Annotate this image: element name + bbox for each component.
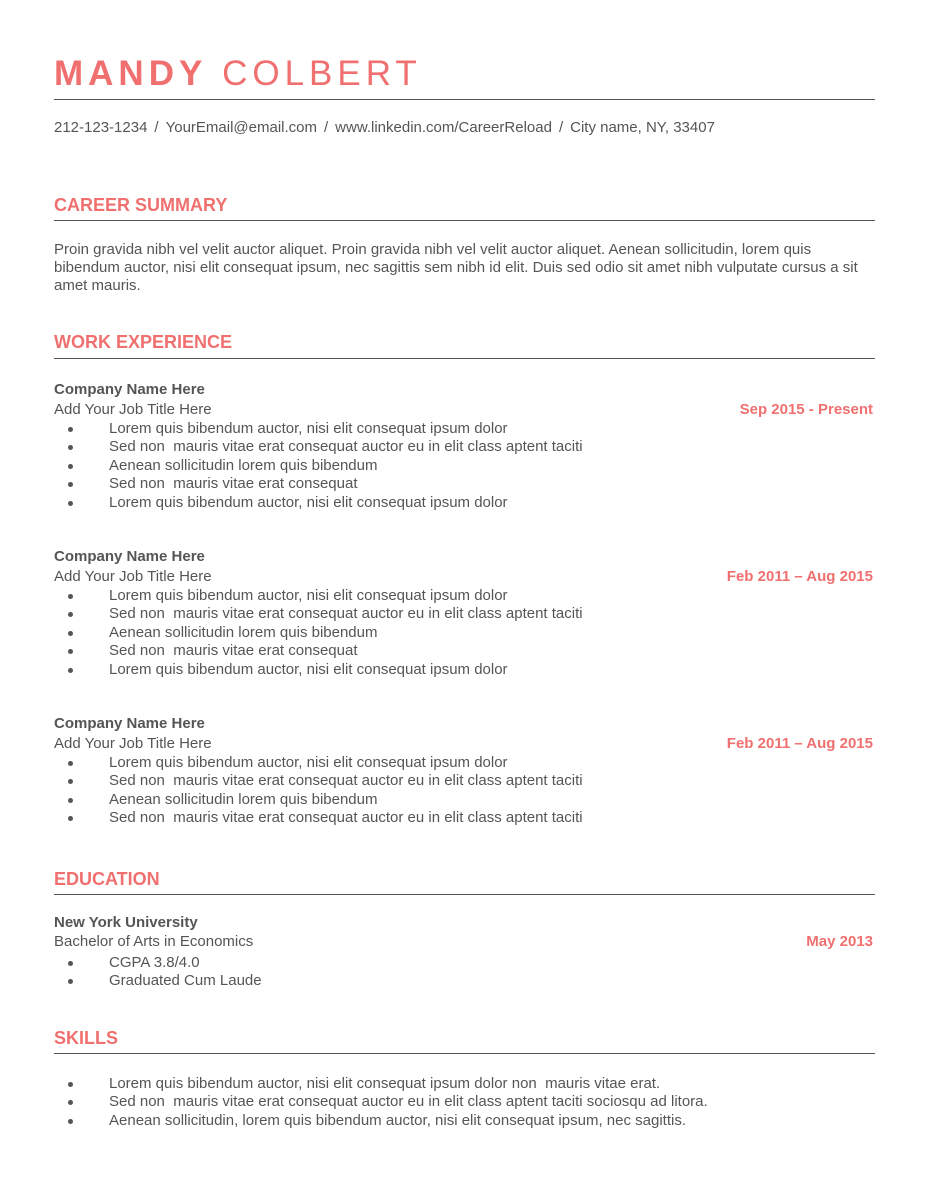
career-summary-text: Proin gravida nibh vel velit auctor aliquet. Proin gravida nibh vel velit auctor aliquet. Aenean sollicitudin, lorem quis bibendum auctor, nisi elit consequat ipsum, nec sagittis sem nibh id elit. Duis sed odio sit amet nibh vulputate cursus a sit amet mauris. <box>54 241 858 294</box>
list-item: Graduated Cum Laude <box>54 972 873 990</box>
bullet-icon <box>68 1100 73 1105</box>
job-dates: Feb 2011 – Aug 2015 <box>726 568 873 585</box>
list-item: Sed non mauris vitae erat consequat <box>54 642 873 660</box>
education-divider <box>54 894 875 895</box>
bullet-icon <box>68 961 73 966</box>
job-title: Add Your Job Title Here <box>54 568 212 585</box>
bullet-icon <box>68 816 73 821</box>
degree: Bachelor of Arts in Economics <box>54 933 254 950</box>
list-item: Sed non mauris vitae erat consequat <box>54 475 873 493</box>
skills-divider <box>54 1053 875 1054</box>
job-bullets <box>54 754 873 828</box>
location: City name, NY, 33407 <box>570 119 715 136</box>
company-name: Company Name Here <box>54 715 205 732</box>
job-entry <box>54 547 873 679</box>
education-bullets <box>54 954 873 991</box>
list-item: CGPA 3.8/4.0 <box>54 954 873 972</box>
email: YourEmail@email.com <box>165 119 317 136</box>
bullet-icon <box>68 612 73 617</box>
job-bullets <box>54 420 873 512</box>
contact-separator: / <box>558 119 564 136</box>
phone: 212-123-1234 <box>54 119 148 136</box>
linkedin: www.linkedin.com/CareerReload <box>335 119 552 136</box>
job-bullets <box>54 587 873 679</box>
bullet-icon <box>68 427 73 432</box>
job-dates: Sep 2015 - Present <box>739 401 873 418</box>
contact-separator: / <box>324 119 329 136</box>
skills-heading: SKILLS <box>54 1028 119 1048</box>
bullet-icon <box>68 649 73 654</box>
job-entry <box>54 714 873 828</box>
bullet-icon <box>68 464 73 469</box>
list-item: Aenean sollicitudin lorem quis bibendum <box>54 457 873 475</box>
bullet-icon <box>68 779 73 784</box>
work-experience-divider <box>54 358 875 359</box>
bullet-icon <box>68 668 73 673</box>
skills-bullets <box>54 1075 873 1130</box>
school-name: New York University <box>54 914 198 931</box>
candidate-name <box>54 56 422 91</box>
bullet-icon <box>68 1082 73 1087</box>
list-item: Sed non mauris vitae erat consequat auctor eu in elit class aptent taciti <box>54 605 873 623</box>
bullet-icon <box>68 482 73 487</box>
job-dates: Feb 2011 – Aug 2015 <box>726 735 873 752</box>
list-item: Lorem quis bibendum auctor, nisi elit consequat ipsum dolor <box>54 587 873 605</box>
bullet-icon <box>68 761 73 766</box>
header-divider <box>54 99 875 100</box>
education-entry <box>54 913 873 991</box>
list-item: Lorem quis bibendum auctor, nisi elit consequat ipsum dolor <box>54 420 873 438</box>
skills-entry <box>54 1075 873 1130</box>
list-item: Sed non mauris vitae erat consequat auctor eu in elit class aptent taciti <box>54 809 873 827</box>
list-item: Lorem quis bibendum auctor, nisi elit consequat ipsum dolor non mauris vitae erat. <box>54 1075 873 1093</box>
list-item: Sed non mauris vitae erat consequat auctor eu in elit class aptent taciti <box>54 772 873 790</box>
list-item: Lorem quis bibendum auctor, nisi elit consequat ipsum dolor <box>54 661 873 679</box>
career-summary-divider <box>54 220 875 221</box>
job-title: Add Your Job Title Here <box>54 735 212 752</box>
list-item: Aenean sollicitudin lorem quis bibendum <box>54 791 873 809</box>
job-title: Add Your Job Title Here <box>54 401 212 418</box>
list-item: Aenean sollicitudin, lorem quis bibendum auctor, nisi elit consequat ipsum, nec sagittis. <box>54 1112 873 1130</box>
first-name: MANDY <box>54 54 208 93</box>
education-date: May 2013 <box>806 933 873 950</box>
bullet-icon <box>68 445 73 450</box>
education-heading: EDUCATION <box>54 869 160 889</box>
list-item: Lorem quis bibendum auctor, nisi elit consequat ipsum dolor <box>54 754 873 772</box>
contact-line <box>54 119 715 136</box>
company-name: Company Name Here <box>54 381 205 398</box>
list-item: Sed non mauris vitae erat consequat auctor eu in elit class aptent taciti sociosqu ad litora. <box>54 1093 873 1111</box>
bullet-icon <box>68 798 73 803</box>
bullet-icon <box>68 1119 73 1124</box>
bullet-icon <box>68 631 73 636</box>
work-experience-heading: WORK EXPERIENCE <box>54 332 233 352</box>
list-item: Sed non mauris vitae erat consequat auctor eu in elit class aptent taciti <box>54 438 873 456</box>
bullet-icon <box>68 979 73 984</box>
contact-separator: / <box>154 119 159 136</box>
job-entry <box>54 380 873 512</box>
last-name: COLBERT <box>222 54 422 93</box>
bullet-icon <box>68 501 73 506</box>
list-item: Lorem quis bibendum auctor, nisi elit consequat ipsum dolor <box>54 494 873 512</box>
bullet-icon <box>68 594 73 599</box>
career-summary-heading: CAREER SUMMARY <box>54 195 228 215</box>
company-name: Company Name Here <box>54 548 205 565</box>
list-item: Aenean sollicitudin lorem quis bibendum <box>54 624 873 642</box>
